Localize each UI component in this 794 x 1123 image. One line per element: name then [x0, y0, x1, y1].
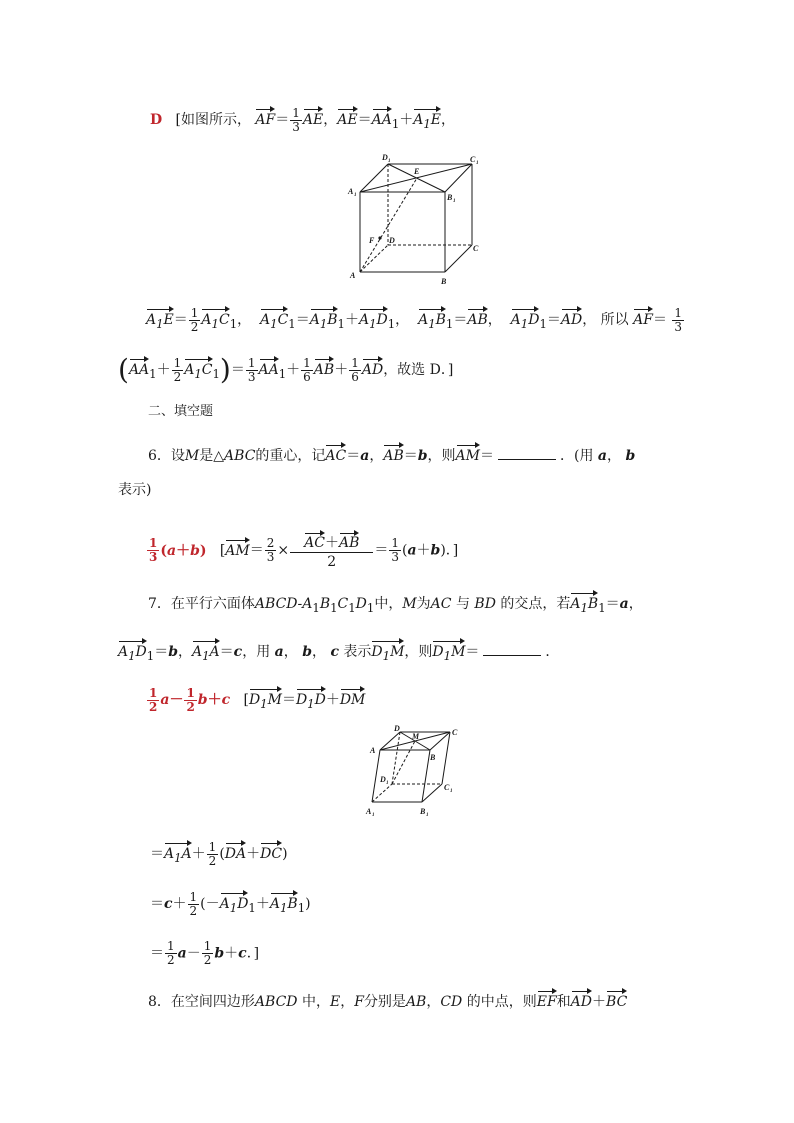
svg-text:C: C — [452, 728, 458, 737]
q8-line-1: 8．在空间四边形ABCD 中，E，F分别是AB，CD 的中点，则EF和AD＋BC — [148, 988, 627, 1012]
svg-text:C: C — [444, 783, 450, 792]
q7-line-2: $A_1D_1=b$，$A_1A=c$，用 a， b， c 表示$D_1M$，则$D_1M=$ ． — [118, 638, 559, 666]
q5-conclusion: ，故选 D．] — [383, 362, 454, 378]
svg-text:1: 1 — [354, 193, 357, 198]
svg-text:1: 1 — [388, 159, 391, 164]
svg-text:1: 1 — [476, 161, 479, 166]
svg-text:1: 1 — [386, 781, 389, 786]
q7-step-1: $=A_1A+$ $\frac{1}{2}$ (DA＋DC) — [150, 839, 288, 868]
svg-text:D: D — [382, 153, 388, 162]
svg-text:A: A — [350, 271, 356, 280]
q6-line-1: 6．设M是△ABC的重心，记AC＝a，AB＝b，则AM＝ ．(用 a， b — [148, 442, 635, 466]
q7-parallelepiped-figure — [360, 722, 470, 822]
svg-text:C: C — [473, 244, 479, 253]
q7-line-1: 7．在平行六面体ABCD-$A_1B_1C_1D_1$中，M为AC 与 BD 的交点，若$A_1B_1=a$， — [148, 590, 643, 618]
q6-solution: $\frac{1}{3}$ (a＋b) [AM＝ $\frac{2}{3}$ × $\frac{AC+AB}{2}$ ＝ $\frac{1}{3}$ (a＋b)．] — [146, 530, 458, 571]
svg-text:C: C — [470, 155, 476, 164]
svg-text:1: 1 — [372, 813, 375, 818]
q5-line-3: ($AA_1+$ $\frac{1}{2}$ $A_1C_1)=$ $\frac{1}{3}$ $AA_1+$ $\frac{1}{6}$ AB＋ $\frac{1}{6}$ AD，故选 D．] — [118, 353, 454, 386]
svg-text:1: 1 — [426, 813, 429, 818]
svg-text:D: D — [394, 724, 400, 733]
svg-text:B: B — [430, 753, 436, 762]
svg-text:B: B — [447, 193, 453, 202]
q5-cube-figure — [340, 150, 490, 290]
q7-step-3: ＝ $\frac{1}{2}$ a－ $\frac{1}{2}$ b＋c．] — [150, 939, 260, 967]
q6-answer-blank — [498, 445, 556, 460]
section-title: 二、填空题 — [148, 404, 214, 419]
svg-text:D: D — [389, 236, 395, 245]
q7-answer-blank — [483, 641, 541, 656]
q5-frac-1-3: $\frac{1}{3}$ — [292, 105, 300, 134]
svg-text:1: 1 — [453, 199, 456, 204]
q5-so-text: 所以 — [600, 312, 629, 328]
svg-text:F: F — [369, 236, 375, 245]
svg-text:1: 1 — [450, 789, 453, 794]
q5-line-1: D [如图所示， AF＝ $\frac{1}{3}$ AE，$AE=AA_1+A_1E$， — [150, 105, 456, 134]
q7-step-2: ＝c＋ $\frac{1}{2}$ $(-A_1D_1+A_1B_1)$ — [150, 889, 311, 918]
q7-answer: $\frac{1}{2}$ a－ $\frac{1}{2}$ b＋c [$D_1M=D_1D+DM$ — [149, 685, 366, 714]
svg-text:D: D — [380, 775, 386, 784]
svg-text:B: B — [420, 807, 426, 816]
svg-text:M: M — [412, 732, 420, 741]
q5-answer-letter: D — [150, 112, 163, 128]
q5-line-2: $A_1E=$ $\frac{1}{2}$ $A_1C_1$， $A_1C_1=A_1B_1+A_1D_1$， $A_1B_1=AB$， $A_1D_1=AD$， 所以 AF＝ $\frac{1}{3}$ — [146, 305, 683, 334]
svg-text:E: E — [414, 167, 420, 176]
q5-intro: [如图所示， — [175, 112, 251, 128]
svg-text:A: A — [348, 187, 354, 196]
svg-text:B: B — [441, 277, 447, 286]
svg-text:A: A — [366, 807, 372, 816]
q6-line-2: 表示) — [118, 482, 152, 498]
svg-text:A: A — [370, 746, 376, 755]
